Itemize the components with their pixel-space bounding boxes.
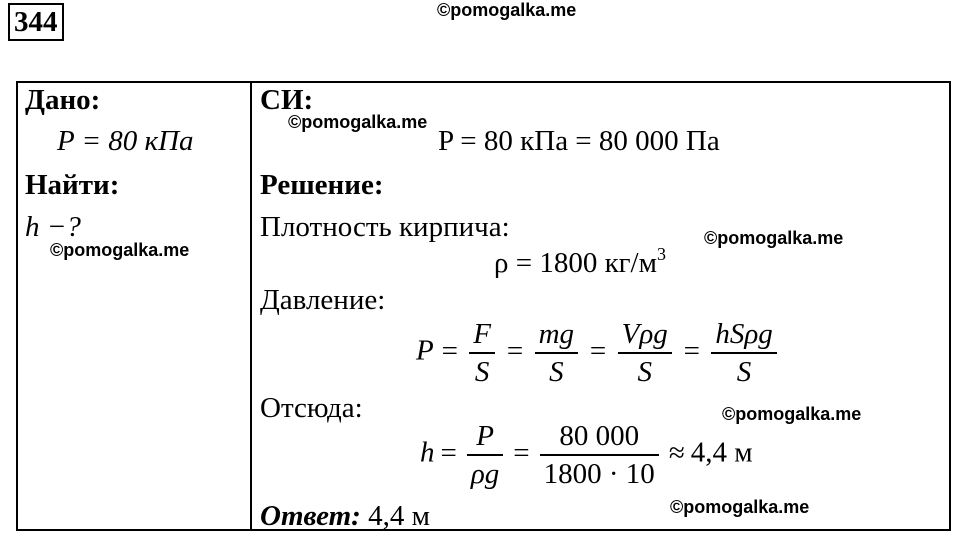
denominator: S (549, 356, 564, 388)
equals-sign: = (440, 436, 457, 469)
equals-sign: = (513, 436, 530, 469)
density-label: Плотность кирпича: (260, 211, 510, 243)
fraction-p-pg (467, 418, 503, 492)
hence-label: Отсюда: (260, 392, 363, 424)
fraction-mg-s (535, 316, 578, 390)
numerator: F (469, 316, 495, 354)
height-lhs: h (420, 436, 435, 469)
density-exponent: 3 (656, 244, 666, 264)
watermark: ©pomogalka.me (670, 497, 810, 517)
si-conversion: P = 80 кПа = 80 000 Па (438, 125, 720, 157)
denominator: S (736, 356, 752, 388)
approx-sign: ≈ (668, 436, 685, 469)
fraction-hspg-s (711, 316, 776, 390)
answer-label: Ответ: (260, 500, 361, 532)
given-title: Дано: (25, 84, 101, 116)
solution-title: Решение: (260, 169, 384, 201)
watermark: ©pomogalka.me (50, 240, 190, 260)
watermark: ©pomogalka.me (704, 228, 844, 248)
density-formula (494, 246, 666, 280)
pressure-label: Давление: (260, 284, 386, 316)
denominator: 1800 · 10 (543, 458, 655, 490)
equals-sign: = (588, 334, 608, 367)
equals-sign: = (681, 334, 702, 367)
watermark: ©pomogalka.me (288, 112, 428, 132)
fraction-vpg-s (618, 316, 672, 390)
si-title: СИ: (260, 84, 314, 116)
problem-number: 344 (8, 3, 64, 41)
numerator: 80 000 (540, 418, 659, 456)
answer-line (260, 499, 430, 533)
numerator: hSρg (711, 316, 776, 354)
denominator: S (637, 356, 652, 388)
equals-sign: = (505, 334, 525, 367)
height-result: 4,4 м (690, 436, 753, 469)
fraction-f-s (469, 316, 495, 390)
denominator: ρg (470, 458, 500, 490)
numerator: P (467, 418, 503, 456)
denominator: S (474, 356, 490, 388)
pressure-lhs: P (416, 334, 434, 367)
column-divider (250, 81, 252, 531)
watermark: ©pomogalka.me (722, 404, 862, 424)
numerator: Vρg (618, 316, 672, 354)
find-title: Найти: (25, 169, 120, 201)
numerator: mg (535, 316, 578, 354)
height-equation (420, 418, 753, 492)
density-formula-text: ρ = 1800 кг/м (494, 247, 657, 279)
given-pressure: P = 80 кПа (57, 125, 194, 157)
watermark: ©pomogalka.me (437, 0, 577, 20)
answer-value: 4,4 м (368, 500, 430, 532)
equals-sign: = (439, 334, 460, 367)
pressure-equation (416, 316, 781, 390)
fraction-numeric (540, 418, 659, 492)
find-value: h −? (25, 211, 81, 243)
